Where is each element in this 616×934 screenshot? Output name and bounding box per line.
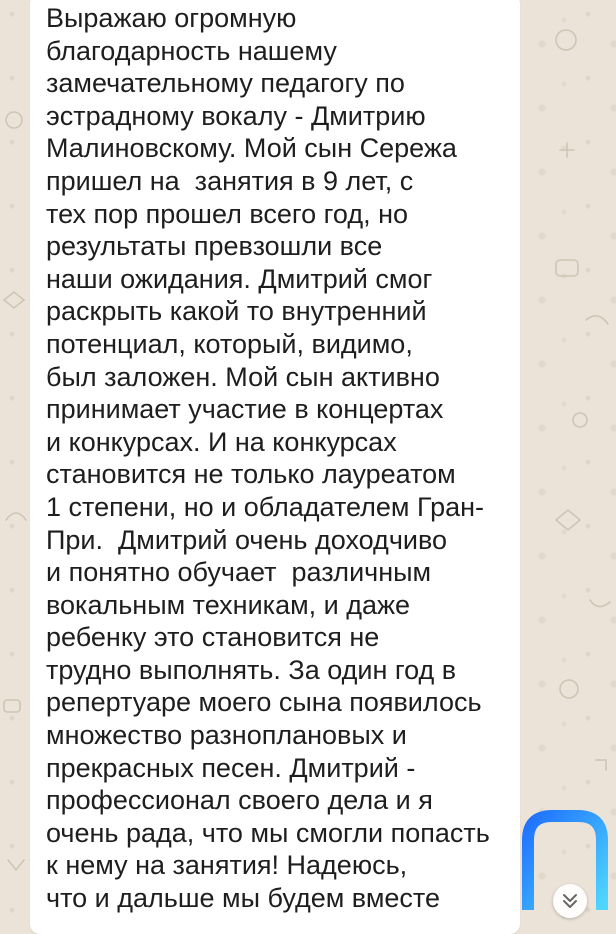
- double-chevron-down-icon: [561, 892, 579, 910]
- scroll-down-button[interactable]: [553, 884, 587, 918]
- message-text: Выражаю огромную благодарность нашему замечательному педагогу по эстрадному вокалу - Дмитрию Малиновскому. Мой сын Сережа пришел на занятия в 9 лет, с тех пор прошел всего год, но результаты превзошли все наши ожидания. Дмитрий смог раскрыть какой то внутренний потенциал, который, видимо, был заложен. Мой сын активно принимает участие в концертах и конкурсах. И на конкурсах становится не только лауреатом 1 степени, но и обладателем Гран- При. Дмитрий очень доходчиво и понятно обучает различным вокальным техникам, и даже ребенку это становится не трудно выполнять. За один год в репертуаре моего сына появилось множество разноплановых и прекрасных песен. Дмитрий - профессионал своего дела и я очень рада, что мы смогли попасть к нему на занятия! Надеюсь, что и дальше мы будем вместе: [46, 3, 490, 914]
